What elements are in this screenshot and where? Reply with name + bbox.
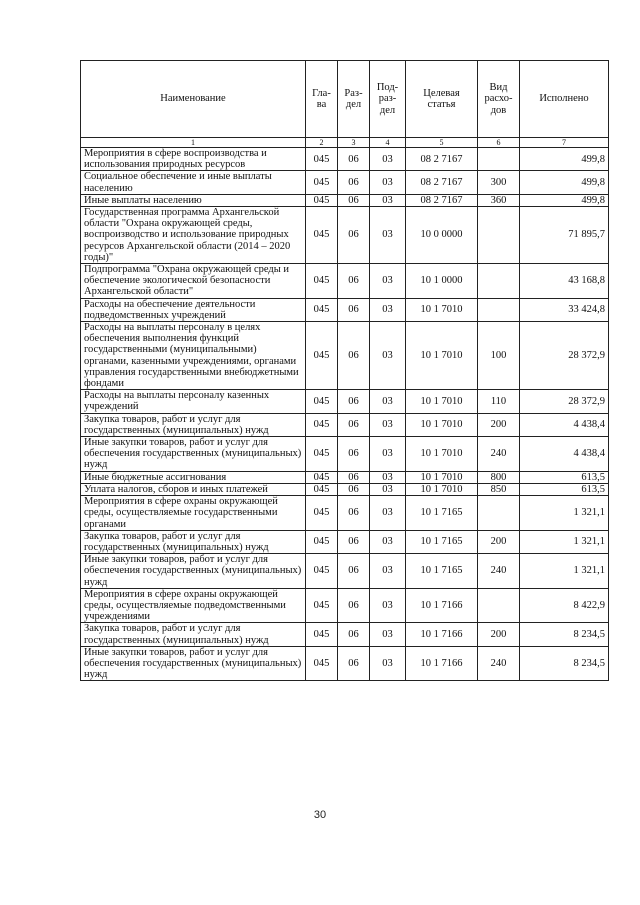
row-expense-type [478, 207, 520, 264]
row-name: Мероприятия в сфере воспроизводства и использования природных ресурсов [81, 148, 306, 171]
row-section: 06 [338, 390, 370, 413]
table-row [81, 588, 609, 623]
table-row [81, 554, 609, 589]
column-number: 7 [520, 138, 609, 148]
row-expense-type [478, 588, 520, 623]
row-expense-type: 200 [478, 623, 520, 646]
row-name: Мероприятия в сфере охраны окружающей среды, осуществляемые государственными органами [81, 496, 306, 531]
row-chapter: 045 [306, 588, 338, 623]
budget-table [80, 60, 609, 681]
row-section: 06 [338, 437, 370, 472]
row-amount: 71 895,7 [520, 207, 609, 264]
row-target-article: 10 1 7010 [406, 298, 478, 321]
row-chapter: 045 [306, 554, 338, 589]
row-section: 06 [338, 194, 370, 206]
row-subsection: 03 [370, 483, 406, 495]
row-section: 06 [338, 207, 370, 264]
row-expense-type: 110 [478, 390, 520, 413]
row-target-article: 08 2 7167 [406, 194, 478, 206]
row-expense-type [478, 298, 520, 321]
row-target-article: 10 1 7010 [406, 413, 478, 436]
row-subsection: 03 [370, 390, 406, 413]
row-chapter: 045 [306, 264, 338, 299]
column-number: 5 [406, 138, 478, 148]
row-amount: 499,8 [520, 194, 609, 206]
row-chapter: 045 [306, 623, 338, 646]
row-expense-type [478, 148, 520, 171]
row-section: 06 [338, 588, 370, 623]
table-body [81, 148, 609, 681]
row-section: 06 [338, 413, 370, 436]
row-target-article: 10 1 7166 [406, 646, 478, 681]
row-subsection: 03 [370, 471, 406, 483]
row-name: Уплата налогов, сборов и иных платежей [81, 483, 306, 495]
row-expense-type [478, 264, 520, 299]
row-target-article: 10 1 7010 [406, 471, 478, 483]
row-target-article: 10 1 7010 [406, 437, 478, 472]
table-row [81, 322, 609, 390]
row-section: 06 [338, 322, 370, 390]
row-subsection: 03 [370, 171, 406, 194]
row-target-article: 10 1 0000 [406, 264, 478, 299]
header-executed: Исполнено [520, 61, 609, 138]
row-chapter: 045 [306, 471, 338, 483]
table-row [81, 496, 609, 531]
row-expense-type: 850 [478, 483, 520, 495]
row-name: Расходы на обеспечение деятельности подведомственных учреждений [81, 298, 306, 321]
row-subsection: 03 [370, 496, 406, 531]
header-target-article: Целевая статья [406, 61, 478, 138]
header-subsection: Под- раз- дел [370, 61, 406, 138]
row-chapter: 045 [306, 148, 338, 171]
row-subsection: 03 [370, 264, 406, 299]
row-amount: 28 372,9 [520, 322, 609, 390]
table-row [81, 471, 609, 483]
header-chapter: Гла- ва [306, 61, 338, 138]
row-name: Государственная программа Архангельской области "Охрана окружающей среды, воспроизводство и использование природных ресурсов Архангельской области (2014 – 2020 годы)" [81, 207, 306, 264]
row-amount: 1 321,1 [520, 554, 609, 589]
row-expense-type: 240 [478, 554, 520, 589]
table-row [81, 207, 609, 264]
row-name: Закупка товаров, работ и услуг для государственных (муниципальных) нужд [81, 413, 306, 436]
row-amount: 499,8 [520, 148, 609, 171]
table-row [81, 483, 609, 495]
header-name: Наименование [81, 61, 306, 138]
row-target-article: 08 2 7167 [406, 148, 478, 171]
table-row [81, 194, 609, 206]
table-row [81, 264, 609, 299]
row-chapter: 045 [306, 322, 338, 390]
row-name: Иные бюджетные ассигнования [81, 471, 306, 483]
page-number: 30 [313, 809, 327, 821]
row-name: Иные закупки товаров, работ и услуг для обеспечения государственных (муниципальных) нужд [81, 437, 306, 472]
row-name: Закупка товаров, работ и услуг для государственных (муниципальных) нужд [81, 530, 306, 553]
row-target-article: 10 1 7010 [406, 322, 478, 390]
table-row [81, 437, 609, 472]
row-chapter: 045 [306, 298, 338, 321]
header-section: Раз- дел [338, 61, 370, 138]
row-subsection: 03 [370, 437, 406, 472]
row-amount: 43 168,8 [520, 264, 609, 299]
row-target-article: 10 0 0000 [406, 207, 478, 264]
row-section: 06 [338, 623, 370, 646]
row-target-article: 10 1 7165 [406, 530, 478, 553]
row-expense-type: 360 [478, 194, 520, 206]
row-name: Иные закупки товаров, работ и услуг для обеспечения государственных (муниципальных) нужд [81, 646, 306, 681]
row-target-article: 10 1 7165 [406, 496, 478, 531]
row-target-article: 10 1 7010 [406, 483, 478, 495]
row-subsection: 03 [370, 207, 406, 264]
row-expense-type: 200 [478, 530, 520, 553]
row-amount: 4 438,4 [520, 437, 609, 472]
row-section: 06 [338, 530, 370, 553]
row-subsection: 03 [370, 298, 406, 321]
table-row [81, 623, 609, 646]
row-section: 06 [338, 646, 370, 681]
row-name: Социальное обеспечение и иные выплаты населению [81, 171, 306, 194]
row-amount: 33 424,8 [520, 298, 609, 321]
header-expense-type: Вид расхо- дов [478, 61, 520, 138]
row-chapter: 045 [306, 496, 338, 531]
column-number: 6 [478, 138, 520, 148]
table-row [81, 171, 609, 194]
row-expense-type: 200 [478, 413, 520, 436]
column-number: 3 [338, 138, 370, 148]
row-expense-type: 100 [478, 322, 520, 390]
column-number: 4 [370, 138, 406, 148]
row-section: 06 [338, 264, 370, 299]
row-section: 06 [338, 148, 370, 171]
row-amount: 613,5 [520, 483, 609, 495]
row-subsection: 03 [370, 413, 406, 436]
row-chapter: 045 [306, 207, 338, 264]
row-name: Расходы на выплаты персоналу казенных учреждений [81, 390, 306, 413]
row-section: 06 [338, 554, 370, 589]
row-subsection: 03 [370, 623, 406, 646]
row-subsection: 03 [370, 530, 406, 553]
row-name: Подпрограмма "Охрана окружающей среды и обеспечение экологической безопасности Архангельской области" [81, 264, 306, 299]
row-subsection: 03 [370, 554, 406, 589]
row-chapter: 045 [306, 413, 338, 436]
row-amount: 1 321,1 [520, 496, 609, 531]
header-row [81, 61, 609, 138]
table-row [81, 413, 609, 436]
row-chapter: 045 [306, 171, 338, 194]
row-chapter: 045 [306, 437, 338, 472]
row-subsection: 03 [370, 322, 406, 390]
row-chapter: 045 [306, 390, 338, 413]
row-expense-type: 800 [478, 471, 520, 483]
row-section: 06 [338, 496, 370, 531]
row-subsection: 03 [370, 588, 406, 623]
column-number-row [81, 138, 609, 148]
row-chapter: 045 [306, 483, 338, 495]
row-subsection: 03 [370, 194, 406, 206]
column-number: 1 [81, 138, 306, 148]
row-amount: 8 234,5 [520, 646, 609, 681]
row-amount: 8 234,5 [520, 623, 609, 646]
row-section: 06 [338, 171, 370, 194]
row-name: Иные закупки товаров, работ и услуг для обеспечения государственных (муниципальных) нужд [81, 554, 306, 589]
row-amount: 28 372,9 [520, 390, 609, 413]
row-amount: 499,8 [520, 171, 609, 194]
table-row [81, 148, 609, 171]
row-section: 06 [338, 298, 370, 321]
row-name: Мероприятия в сфере охраны окружающей среды, осуществляемые подведомственными учреждениями [81, 588, 306, 623]
row-name: Иные выплаты населению [81, 194, 306, 206]
row-target-article: 10 1 7166 [406, 623, 478, 646]
row-expense-type: 300 [478, 171, 520, 194]
table-row [81, 390, 609, 413]
row-name: Расходы на выплаты персоналу в целях обеспечения выполнения функций государственными (муниципальными) органами, казенными учреждениями, органами управления государственными внебюджетными фондами [81, 322, 306, 390]
row-amount: 8 422,9 [520, 588, 609, 623]
table-row [81, 530, 609, 553]
row-section: 06 [338, 483, 370, 495]
row-expense-type [478, 496, 520, 531]
column-number: 2 [306, 138, 338, 148]
table-row [81, 646, 609, 681]
row-chapter: 045 [306, 530, 338, 553]
row-section: 06 [338, 471, 370, 483]
row-name: Закупка товаров, работ и услуг для государственных (муниципальных) нужд [81, 623, 306, 646]
row-amount: 1 321,1 [520, 530, 609, 553]
row-target-article: 10 1 7010 [406, 390, 478, 413]
row-expense-type: 240 [478, 646, 520, 681]
row-amount: 4 438,4 [520, 413, 609, 436]
row-chapter: 045 [306, 646, 338, 681]
row-subsection: 03 [370, 148, 406, 171]
row-target-article: 10 1 7165 [406, 554, 478, 589]
row-subsection: 03 [370, 646, 406, 681]
row-target-article: 10 1 7166 [406, 588, 478, 623]
row-amount: 613,5 [520, 471, 609, 483]
row-expense-type: 240 [478, 437, 520, 472]
row-target-article: 08 2 7167 [406, 171, 478, 194]
table-row [81, 298, 609, 321]
row-chapter: 045 [306, 194, 338, 206]
